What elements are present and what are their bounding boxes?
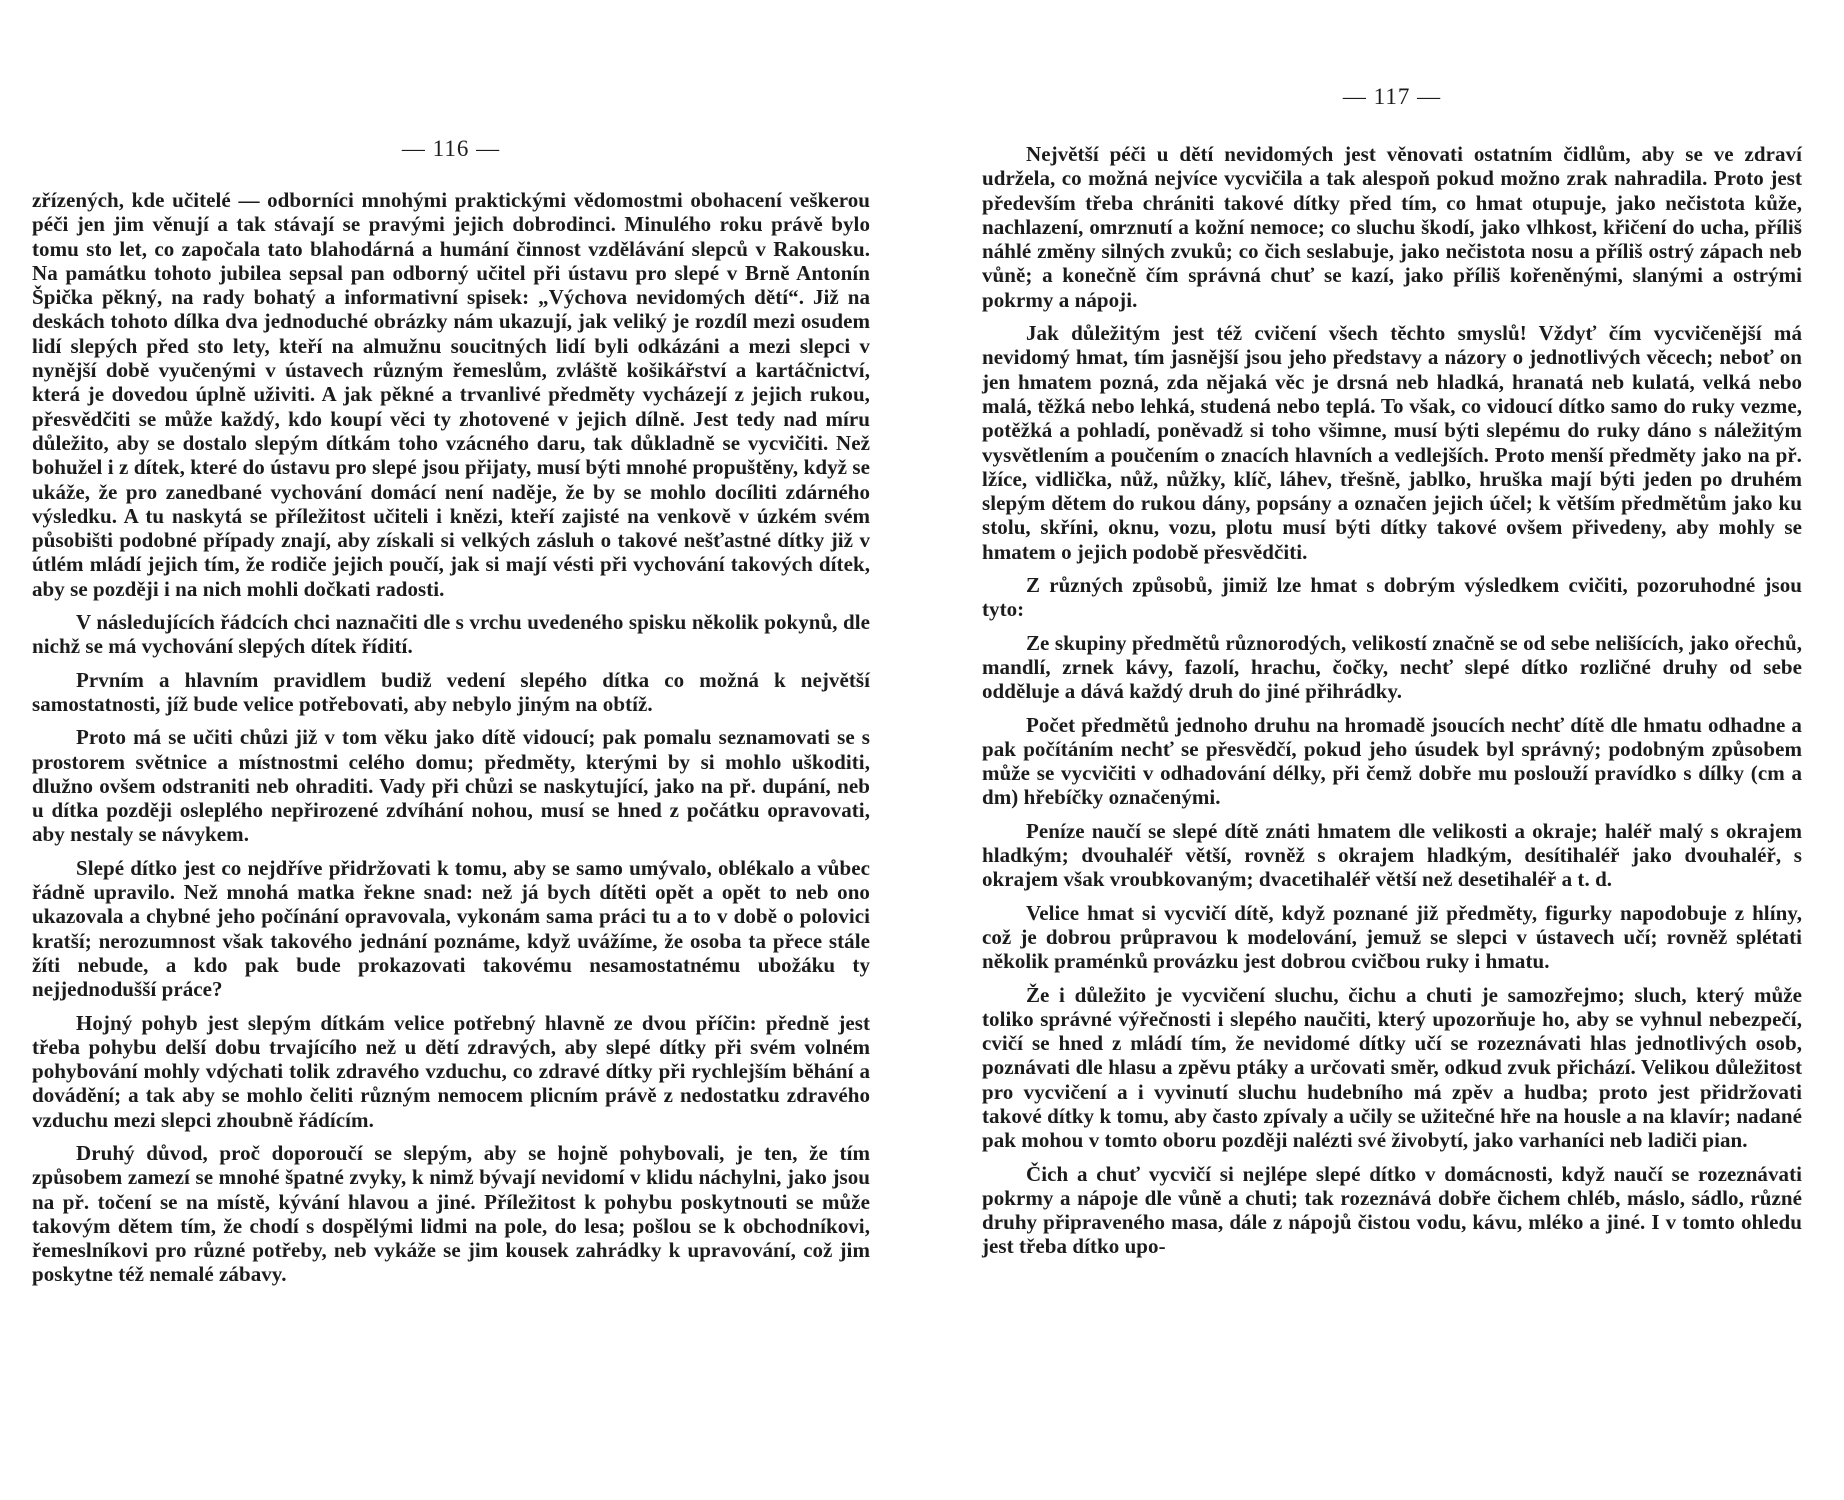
paragraph: Hojný pohyb jest slepým dítkám velice potřebný hlavně ze dvou příčin: předně jest třeba pohybu delší dobu trvajícího než u dětí zdravých, aby slepé dítky při svém volném pohybování mohly vdýchati tolik zdravého vzduchu, co zdravé dítky při rychlejším běhání a dovádění; a tak aby se mohlo čeliti různým nemocem plicním právě z nedostatku zdravého vzduchu mezi slepci zhoubně řádícím. xyxy=(32,1010,870,1132)
left-page xyxy=(32,0,870,1500)
right-page xyxy=(982,0,1802,1500)
paragraph: Prvním a hlavním pravidlem budiž vedení slepého dítka co možná k největší samostatnosti, jíž bude velice potřebovati, aby nebylo jiným na obtíž. xyxy=(32,667,870,716)
paragraph: Proto má se učiti chůzi již v tom věku jako dítě vidoucí; pak pomalu seznamovati se s prostorem světnice a místnostmi celého domu; předměty, kterými by si mohlo uškoditi, dlužno ovšem odstraniti neb ohraditi. Vady při chůzi se naskytující, jako na př. dupání, neb u dítka později osleplého nepřirozené zdvíhání nohou, musí se hned z počátku opravovati, aby nestaly se návykem. xyxy=(32,725,870,847)
right-page-text xyxy=(982,142,1802,1268)
paragraph: zřízených, kde učitelé — odborníci mnohými praktickými vědomostmi obohacení veškerou péči jen jim věnují a tak stávají se pravými jejich dobrodinci. Minulého roku právě bylo tomu sto let, co započala tato blahodárná a humání činnost vzdělávání slepců v Rakousku. Na památku tohoto jubilea sepsal pan odborný učitel při ústavu pro slepé v Brně Antonín Špička pěkný, na rady bohatý a informativní spisek: „Výchova nevidomých dětí“. Již na deskách tohoto dílka dva jednoduché obrázky nám ukazují, jak veliký je rozdíl mezi osudem lidí slepých před sto lety, kteří na almužnu soucitných lidí byli odkázáni a mezi slepci v nynější době vyučenými v ústavech různým řemeslům, zvláště košikářství a kartáčnictví, která je dovedou úplně uživiti. A jak pěkné a trvanlivé předměty vycházejí z jejich rukou, přesvědčiti se může každý, kdo koupí věci ty zhotovené v jejich dílně. Jest tedy nad míru důležito, aby se dostalo slepým dítkám toho vzácného daru, tak důkladně se vycvičiti. Než bohužel i z dítek, které do ústavu pro slepé jsou přijaty, musí býti mnohé propuštěny, když se ukáže, že pro zanedbané vychování domácí není naděje, že by se mohlo docíliti zdárného výsledku. A tu naskytá se příležitost učiteli i knězi, kteří zajisté na venkově v úzkém svém působišti podobné případy znají, aby získali si velkých zásluh o takové nešťastné dítky již v útlém mládí jejich tím, že rodiče jejich poučí, jak si mají vésti při vychování takových dítek, aby se později i na nich mohli dočkati radosti. xyxy=(32,188,870,601)
paragraph: Peníze naučí se slepé dítě znáti hmatem dle velikosti a okraje; haléř malý s okrajem hladkým; dvouhaléř větší, rovněž s okrajem hladkým, desítihaléř jako dvouhaléř, s okrajem však vroubkovaným; dvacetihaléř větší než desetihaléř a t. d. xyxy=(982,818,1802,892)
page-number-right: — 117 — xyxy=(1342,84,1442,109)
paragraph: Největší péči u dětí nevidomých jest věnovati ostatním čidlům, aby se ve zdraví udržela, co možná nejvíce vycvičila a tak alespoň pokud možno zrak nahradila. Proto jest především třeba chrániti takové dítky před tím, co hmat otupuje, jako nečistota kůže, nachlazení, omrznutí a kožní nemoce; co sluchu škodí, jako vlhkost, křičení do ucha, příliš náhlé změny silných zvuků; co čich seslabuje, jako nečistota nosu a příliš ostrý zápach neb vůně; a konečně čím správná chuť se kazí, jako příliš kořeněnými, slanými a ostrými pokrmy a nápoji. xyxy=(982,142,1802,312)
paragraph: Velice hmat si vycvičí dítě, když poznané již předměty, figurky napodobuje z hlíny, což je dobrou průpravou k modelování, jemuž se slepci v ústavech učí; rovněž splétati několik praménků provázku jest dobrou cvičbou ruky i hmatu. xyxy=(982,900,1802,974)
paragraph: Ze skupiny předmětů různorodých, velikostí značně se od sebe nelišících, jako ořechů, mandlí, zrnek kávy, fazolí, hrachu, čočky, nechť slepé dítko rozličné druhy od sebe odděluje a dává každý druh do jiné přihrádky. xyxy=(982,630,1802,704)
paragraph: V následujících řádcích chci naznačiti dle s vrchu uvedeného spisku několik pokynů, dle nichž se má vychování slepých dítek řídití. xyxy=(32,610,870,659)
paragraph: Počet předmětů jednoho druhu na hromadě jsoucích nechť dítě dle hmatu odhadne a pak počítáním nechť se přesvědčí, pokud jeho úsudek byl správný; podobným způsobem může se vycvičiti v odhadování délky, při čemž dobře mu poslouží pravídko s dílky (cm a dm) hřebíčky označenými. xyxy=(982,712,1802,810)
page-number-left: — 116 — xyxy=(401,136,501,161)
paragraph: Slepé dítko jest co nejdříve přidržovati k tomu, aby se samo umývalo, oblékalo a vůbec řádně upravilo. Než mnohá matka řekne snad: než já bych dítěti opět a opět to neb ono ukazovala a chybné jeho počínání opravovala, vykonám sama práci tu a to v době o polovici kratší; nerozumnost však takového jednání poznáme, když uvážíme, že osoba ta přece stále žíti nebude, a kdo pak bude prokazovati takovému nesamostatnému ubožáku ty nejjednodušší práce? xyxy=(32,855,870,1002)
paragraph: Že i důležito je vycvičení sluchu, čichu a chuti je samozřejmo; sluch, který může toliko správné výřečnosti i slepého naučiti, který upozorňuje ho, aby se vyhnul nebezpečí, cvičí se hned z mládí tím, že nevidomé dítky učí se rozeznávati hlas jednotlivých osob, poznávati dle hlasu a zpěvu ptáky a určovati směr, odkud zvuk přichází. Velikou důležitost pro vycvičení a i vyvinutí sluchu hudebního má zpěv a hudba; proto jest přidržovati takové dítky k tomu, aby často zpívaly a učily se užitečné hře na housle a na klavír; nadané pak mohou v tomto oboru později nalézti své živobytí, jako varhaníci neb ladiči pian. xyxy=(982,982,1802,1153)
paragraph: Jak důležitým jest též cvičení všech těchto smyslů! Vždyť čím vycvičenější má nevidomý hmat, tím jasnější jsou jeho představy a názory o jednotlivých věcech; neboť on jen hmatem pozná, zda nějaká věc je drsná neb hladká, hranatá neb kulatá, velká nebo malá, těžká nebo lehká, studená nebo teplá. To však, co vidoucí dítko samo do ruky vezme, potěžká a pohladí, poněvadž si toho všimne, musí býti slepému do ruky dáno s náležitým vysvětlením a poučením o znacích hlavních a vedlejších. Proto menší předměty jako na př. lžíce, vidlička, nůž, nůžky, klíč, láhev, třešně, jablko, hruška mají býti jeden po druhém slepým dětem do rukou dány, popsány a označen jejich účel; k větším předmětům jako ku stolu, skříni, oknu, vozu, plotu musí býti dítky takové ovšem přivedeny, aby mohly se hmatem o jejich podobě přesvědčiti. xyxy=(982,321,1802,564)
paragraph: Z různých způsobů, jimiž lze hmat s dobrým výsledkem cvičiti, pozoruhodné jsou tyto: xyxy=(982,573,1802,622)
left-page-text xyxy=(32,188,870,1296)
paragraph: Čich a chuť vycvičí si nejlépe slepé dítko v domácnosti, když naučí se rozeznávati pokrmy a nápoje dle vůně a chuti; tak rozeznává dobře čichem chléb, máslo, sádlo, různé druhy připraveného masa, dále z nápojů čistou vodu, kávu, mléko a jiné. I v tomto ohledu jest třeba dítko upo- xyxy=(982,1161,1802,1259)
paragraph: Druhý důvod, proč doporoučí se slepým, aby se hojně pohybovali, je ten, že tím způsobem zamezí se mnohé špatné zvyky, k nimž bývají nevidomí v klidu náchylni, jako jsou na př. točení se na místě, kývání hlavou a jiné. Příležitost k pohybu poskytnouti se může takovým dětem tím, že chodí s dospělými lidmi na pole, do lesa; pošlou se k obchodníkovi, řemeslníkovi pro různé potřeby, neb vykáže se jim kousek zahrádky k upravování, což jim poskytne též nemalé zábavy. xyxy=(32,1140,870,1287)
